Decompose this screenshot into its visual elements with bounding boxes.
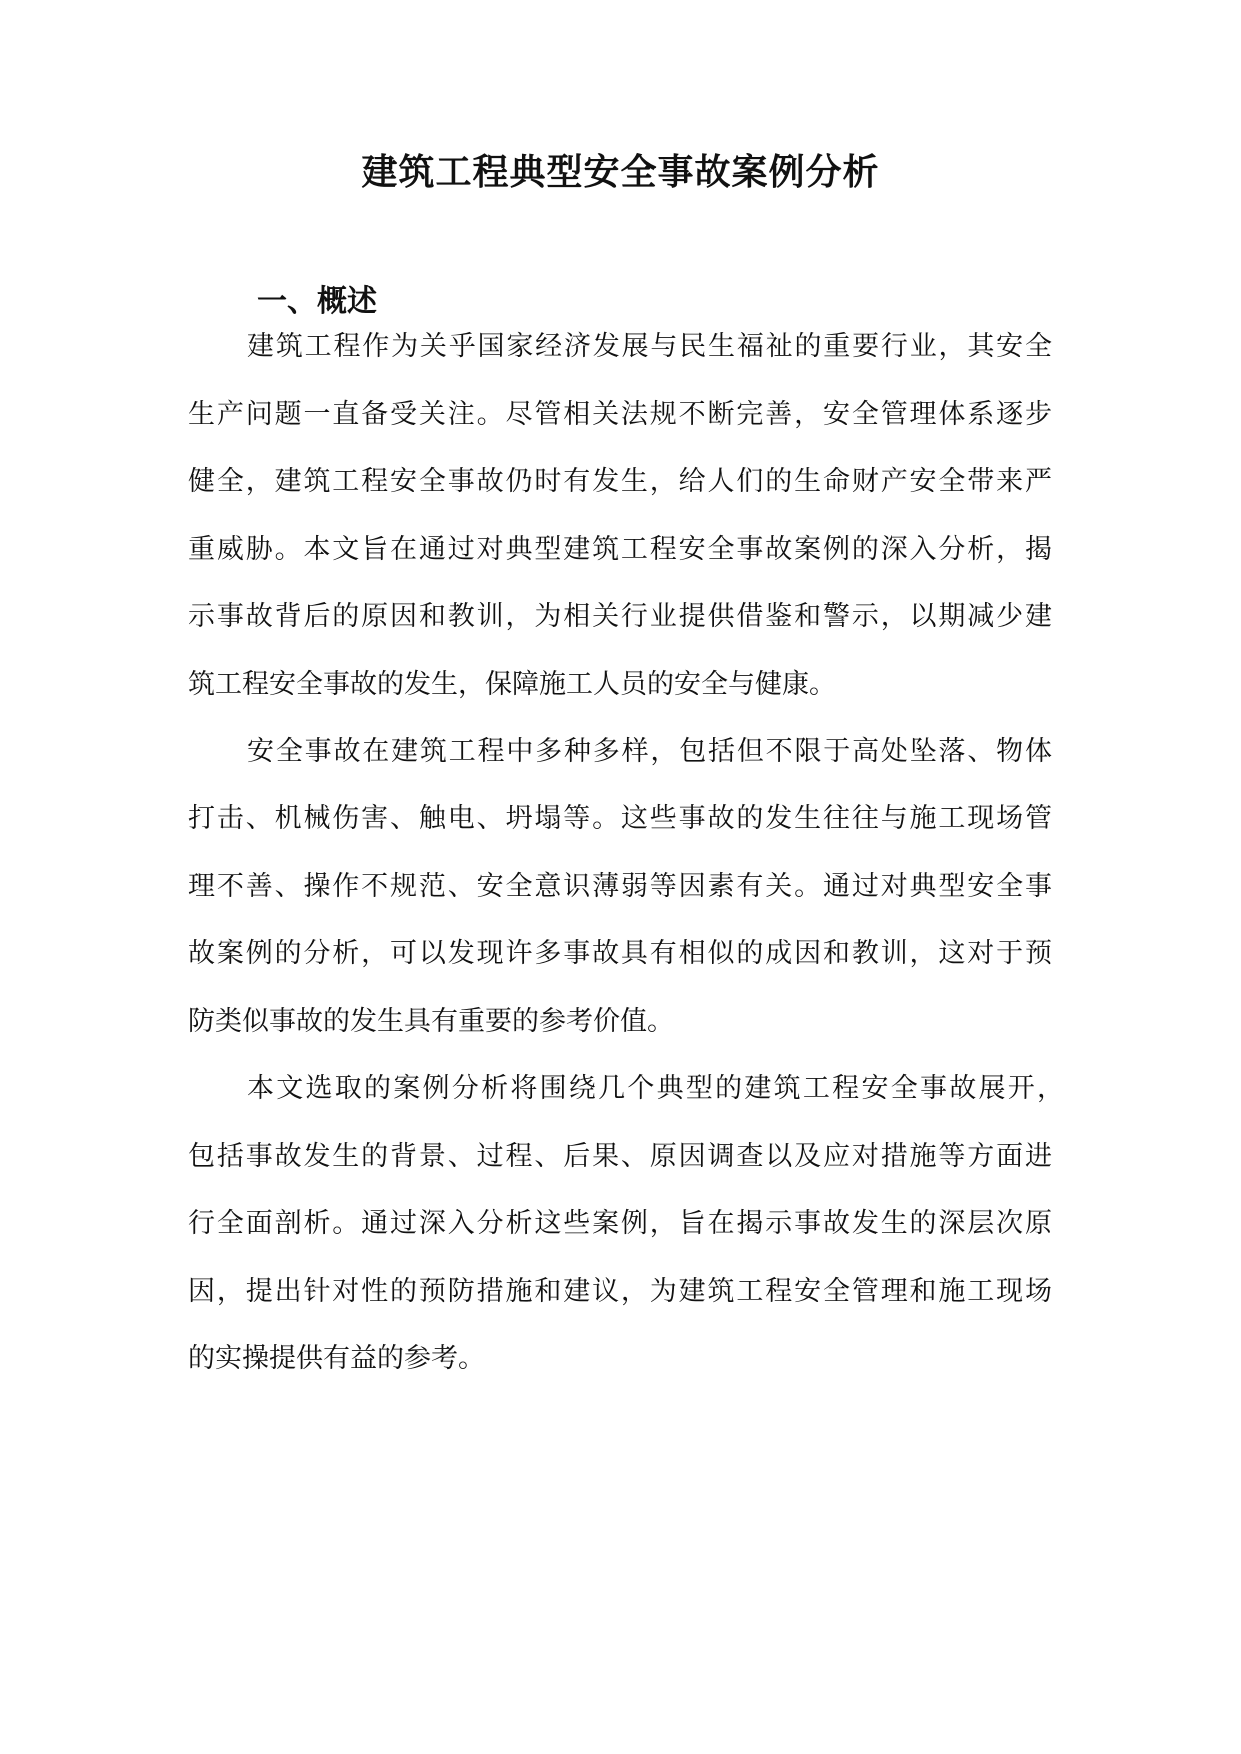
paragraph-line: 行全面剖析。通过深入分析这些案例，旨在揭示事故发生的深层次原 [188, 1208, 1052, 1239]
paragraph-line: 重威胁。本文旨在通过对典型建筑工程安全事故案例的深入分析，揭 [188, 534, 1052, 565]
paragraph-line: 因，提出针对性的预防措施和建议，为建筑工程安全管理和施工现场 [188, 1276, 1052, 1307]
paragraph-line: 理不善、操作不规范、安全意识薄弱等因素有关。通过对典型安全事 [188, 871, 1052, 902]
paragraph-line: 故案例的分析，可以发现许多事故具有相似的成因和教训，这对于预 [188, 938, 1052, 969]
paragraph-line: 示事故背后的原因和教训，为相关行业提供借鉴和警示，以期减少建 [188, 601, 1052, 632]
paragraph-line: 的实操提供有益的参考。 [188, 1343, 485, 1374]
paragraph-line: 防类似事故的发生具有重要的参考价值。 [188, 1006, 674, 1037]
paragraph-line: 健全，建筑工程安全事故仍时有发生，给人们的生命财产安全带来严 [188, 466, 1052, 497]
paragraph-line: 包括事故发生的背景、过程、后果、原因调查以及应对措施等方面进 [188, 1141, 1052, 1172]
paragraph-line: 筑工程安全事故的发生，保障施工人员的安全与健康。 [188, 669, 836, 700]
paragraph-line: 生产问题一直备受关注。尽管相关法规不断完善，安全管理体系逐步 [188, 399, 1052, 430]
paragraph-line: 安全事故在建筑工程中多种多样，包括但不限于高处坠落、物体 [247, 736, 1052, 767]
section-heading-overview: 一、概述 [257, 284, 377, 319]
document-title: 建筑工程典型安全事故案例分析 [361, 152, 880, 193]
paragraph-line: 本文选取的案例分析将围绕几个典型的建筑工程安全事故展开， [247, 1073, 1064, 1104]
paragraph-line: 打击、机械伤害、触电、坍塌等。这些事故的发生往往与施工现场管 [188, 803, 1052, 834]
paragraph-line: 建筑工程作为关乎国家经济发展与民生福祉的重要行业，其安全 [247, 331, 1052, 362]
